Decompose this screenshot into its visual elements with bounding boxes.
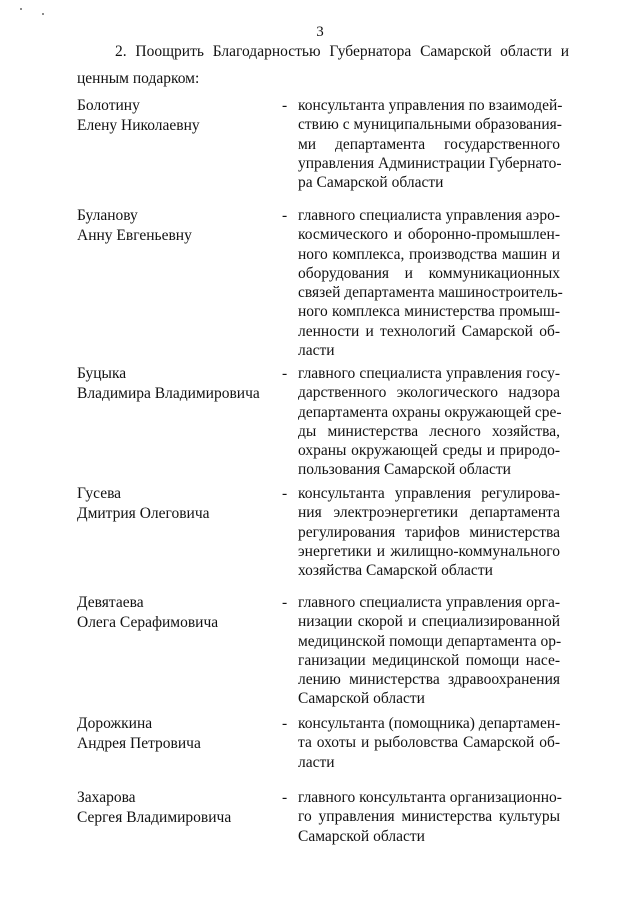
awardee-position <box>298 206 563 360</box>
position-line: хозяйства Самарской области <box>298 562 493 580</box>
awardee-name <box>77 593 277 633</box>
position-line: ного комплекса, производства машин и <box>298 245 560 263</box>
position-line: управления Администрации Губернато- <box>298 154 562 172</box>
dash-separator: - <box>282 715 288 732</box>
position-line: охраны окружающей среды и природо- <box>298 442 560 460</box>
position-line: низации скорой и специализированной <box>298 613 560 631</box>
awardee-name <box>77 364 277 404</box>
position-line: дарственного экологического надзора <box>298 384 560 402</box>
awardee-position <box>298 96 563 192</box>
position-line: Самарской области <box>298 690 425 708</box>
position-line: консультанта (помощника) департамен- <box>298 715 561 732</box>
position-line: лению министерства здравоохранения <box>298 671 560 689</box>
position-line: та охоты и рыболовства Самарской об- <box>298 734 560 752</box>
position-line: главного специалиста управления орга- <box>298 594 560 611</box>
position-line: консультанта управления регулирова- <box>298 485 560 502</box>
position-line: консультанта управления по взаимодей- <box>298 97 563 114</box>
awardee-surname: Гусева <box>77 485 122 502</box>
position-line: связей департамента машиностроитель- <box>298 284 563 302</box>
awardee-given-names: Сергея Владимировича <box>77 809 232 826</box>
position-line: ласти <box>298 342 335 360</box>
position-line: медицинской помощи департамента ор- <box>298 632 562 650</box>
awardee-position <box>298 788 560 846</box>
position-line: главного специалиста управления аэро- <box>298 207 560 224</box>
position-line: го управления министерства культуры <box>298 808 560 826</box>
position-line: ствию с муниципальными образования- <box>298 116 562 134</box>
awardee-given-names: Андрея Петровича <box>77 735 201 752</box>
dash-separator: - <box>282 365 288 382</box>
position-line: энергетики и жилищно-коммунального <box>298 542 560 560</box>
awardee-given-names: Елену Николаевну <box>77 117 200 134</box>
position-line: Самарской области <box>298 827 425 845</box>
awardee-surname: Болотину <box>77 97 140 114</box>
dash-separator: - <box>282 207 288 224</box>
position-line: ганизации медицинской помощи насе- <box>298 651 560 669</box>
position-line: ласти <box>298 753 335 771</box>
scan-speck <box>20 8 22 10</box>
position-line: главного консультанта организационно- <box>298 789 562 806</box>
position-line: космического и оборонно-промышлен- <box>298 226 560 244</box>
position-line: ного комплекса министерства промыш- <box>298 303 560 321</box>
awardee-name <box>77 484 277 524</box>
page-number: 3 <box>316 24 324 40</box>
award-decision-text-continued: ценным подарком: <box>77 70 200 87</box>
award-decision-text: 2. Поощрить Благодарностью Губернатора Самарской области и <box>115 43 569 60</box>
position-line: пользования Самарской области <box>298 461 511 479</box>
awardee-surname: Девятаева <box>77 594 144 611</box>
awardee-given-names: Дмитрия Олеговича <box>77 505 210 522</box>
awardee-position <box>298 714 560 772</box>
position-line: департамента охраны окружающей сре- <box>298 403 562 421</box>
awardee-position <box>298 364 560 480</box>
awardee-given-names: Олега Серафимовича <box>77 614 219 631</box>
awardee-name <box>77 206 277 246</box>
position-line: оборудования и коммуникационных <box>298 264 560 282</box>
awardee-position <box>298 484 560 580</box>
awardee-surname: Дорожкина <box>77 715 153 732</box>
position-line: ра Самарской области <box>298 174 444 192</box>
awardee-name <box>77 788 277 828</box>
awardee-given-names: Владимира Владимировича <box>77 385 260 402</box>
awardee-given-names: Анну Евгеньевну <box>77 227 192 244</box>
awardee-surname: Буланову <box>77 207 138 224</box>
awardee-surname: Захарова <box>77 789 136 806</box>
position-line: главного специалиста управления госу- <box>298 365 560 382</box>
dash-separator: - <box>282 485 288 502</box>
dash-separator: - <box>282 594 288 611</box>
awardee-name <box>77 96 277 136</box>
position-line: ми департамента государственного <box>298 135 560 153</box>
dash-separator: - <box>282 789 288 806</box>
scan-speck <box>42 13 44 15</box>
position-line: ленности и технологий Самарской об- <box>298 322 560 340</box>
position-line: регулирования тарифов министерства <box>298 523 560 541</box>
awardee-position <box>298 593 560 709</box>
dash-separator: - <box>282 97 288 114</box>
position-line: ды министерства лесного хозяйства, <box>298 422 560 440</box>
awardee-name <box>77 714 277 754</box>
awardee-surname: Буцыка <box>77 365 127 382</box>
position-line: ния электроэнергетики департамента <box>298 504 560 522</box>
